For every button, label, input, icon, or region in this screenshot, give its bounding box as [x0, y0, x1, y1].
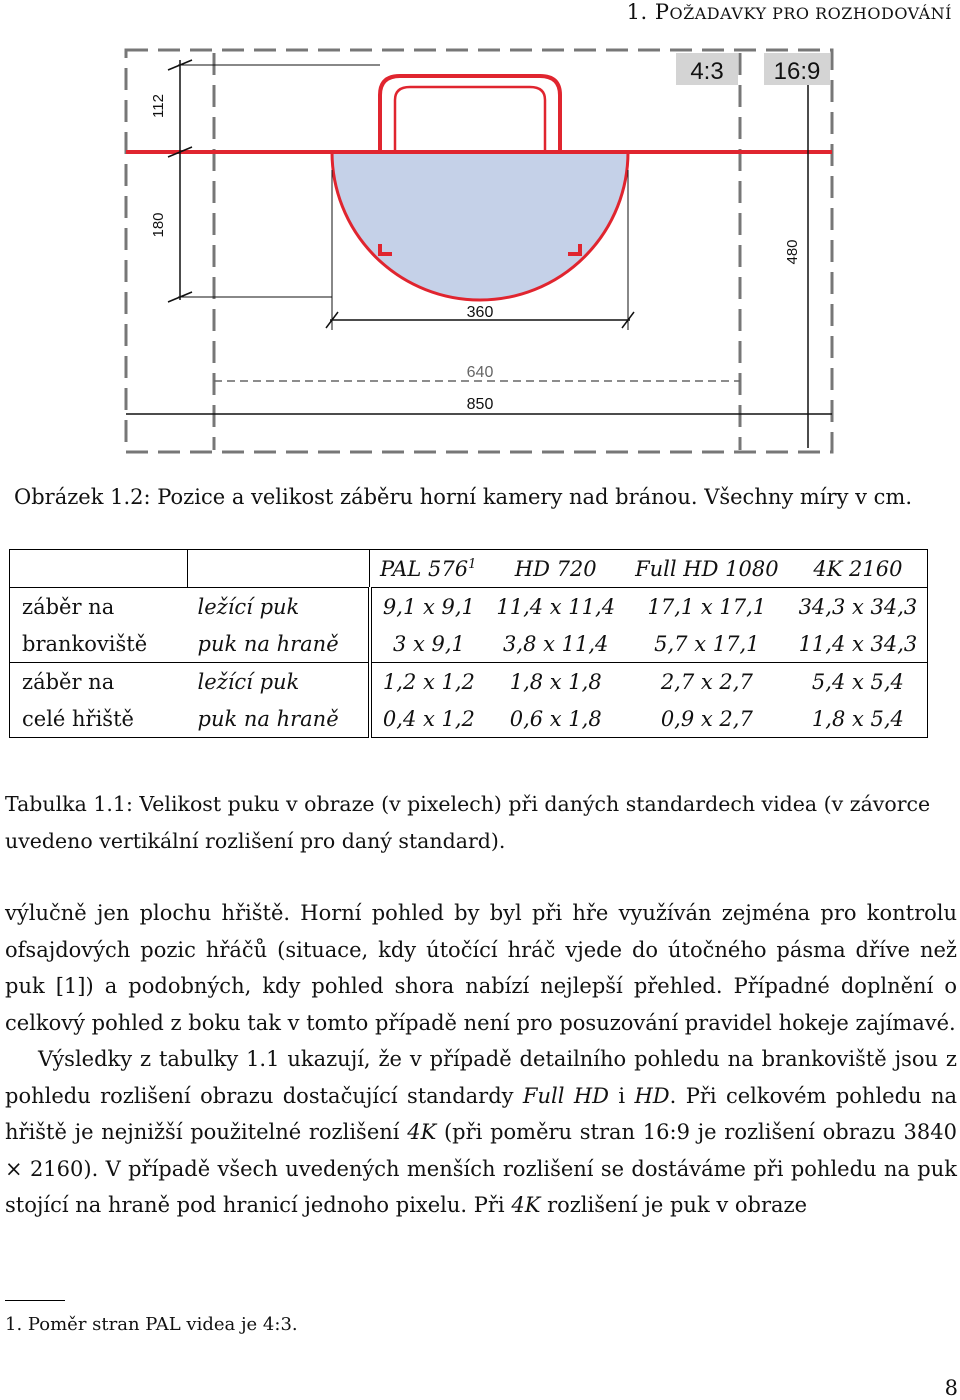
running-header: 1. POŽADAVKY PRO ROZHODOVÁNÍ: [626, 0, 952, 24]
goal-net-inner: [395, 87, 545, 152]
paragraph: Výsledky z tabulky 1.1 ukazují, že v případě detailního pohledu na brankoviště jsou z pohledu rozlišení obrazu dostačující standardy Full HD i HD. Při celkovém pohledu na hřiště je nejnižší použitelné rozlišení 4K (při poměru stran 16:9 je rozlišení obrazu 3840 × 2160). V případě všech uvedených menších rozlišení se dostáváme při pohledu na puk stojící na hraně pod hranicí jednoho pixelu. Při 4K rozlišení je puk v obraze: [5, 1047, 957, 1217]
group-label: záběr na: [10, 588, 188, 626]
group-label: brankoviště: [10, 625, 188, 663]
table-row: záběr na ležící puk 1,2 x 1,2 1,8 x 1,8 2,7 x 2,7 5,4 x 5,4: [10, 663, 928, 701]
camera-view-diagram: [0, 0, 960, 470]
body-text: [5, 895, 957, 1224]
table-row: záběr na ležící puk 9,1 x 9,1 11,4 x 11,4 17,1 x 17,1 34,3 x 34,3: [10, 588, 928, 626]
dim-180-label: 180: [150, 212, 167, 238]
row-type: ležící puk: [188, 588, 370, 626]
dim-640-label: 640: [466, 364, 494, 381]
dim-112-label: 112: [150, 94, 167, 118]
table-row: celé hřiště puk na hraně 0,4 x 1,2 0,6 x 1,8 0,9 x 2,7 1,8 x 5,4: [10, 700, 928, 738]
ratio-16-9-label: 16:9: [773, 58, 821, 85]
table-row: brankoviště puk na hraně 3 x 9,1 3,8 x 11,4 5,7 x 17,1 11,4 x 34,3: [10, 625, 928, 663]
col-header: Full HD 1080: [625, 550, 788, 588]
col-header: 4K 2160: [789, 550, 928, 588]
col-header: HD 720: [486, 550, 625, 588]
dim-850-label: 850: [466, 396, 494, 413]
row-type: puk na hraně: [188, 625, 370, 663]
group-label: celé hřiště: [10, 700, 188, 738]
col-header: PAL $576^1$: [370, 550, 487, 588]
footnote-rule: [5, 1300, 65, 1301]
row-type: puk na hraně: [188, 700, 370, 738]
dim-360-label: 360: [466, 304, 494, 321]
group-label: záběr na: [10, 663, 188, 701]
figure-caption: Obrázek 1.2: Pozice a velikost záběru horní kamery nad bránou. Všechny míry v cm.: [14, 485, 913, 509]
puck-size-table: [9, 549, 928, 738]
page-number: 8: [944, 1376, 958, 1400]
paragraph: výlučně jen plochu hřiště. Horní pohled by byl při hře využíván zejména pro kontrolu ofsajdových pozic hřáčů (situace, kdy útočící hráč vjede do útočného pásma dříve než puk [1]) a podobných, kdy pohled shora nabízí nejlepší přehled. Případné doplnění o celkový pohled z boku tak v tomto případě není pro posuzování pravidel hokeje zajímavé.: [5, 901, 957, 1035]
row-type: ležící puk: [188, 663, 370, 701]
dim-480-label: 480: [784, 239, 801, 265]
ratio-4-3-label: 4:3: [690, 58, 724, 85]
footnote: 1. Poměr stran PAL videa je 4:3.: [5, 1314, 298, 1335]
goal-crease: [332, 152, 628, 300]
table-caption: Tabulka 1.1: Velikost puku v obraze (v pixelech) při daných standardech videa (v závorce uvedeno vertikální rozlišení pro daný standard).: [5, 792, 931, 853]
table-header-row: [10, 550, 928, 588]
